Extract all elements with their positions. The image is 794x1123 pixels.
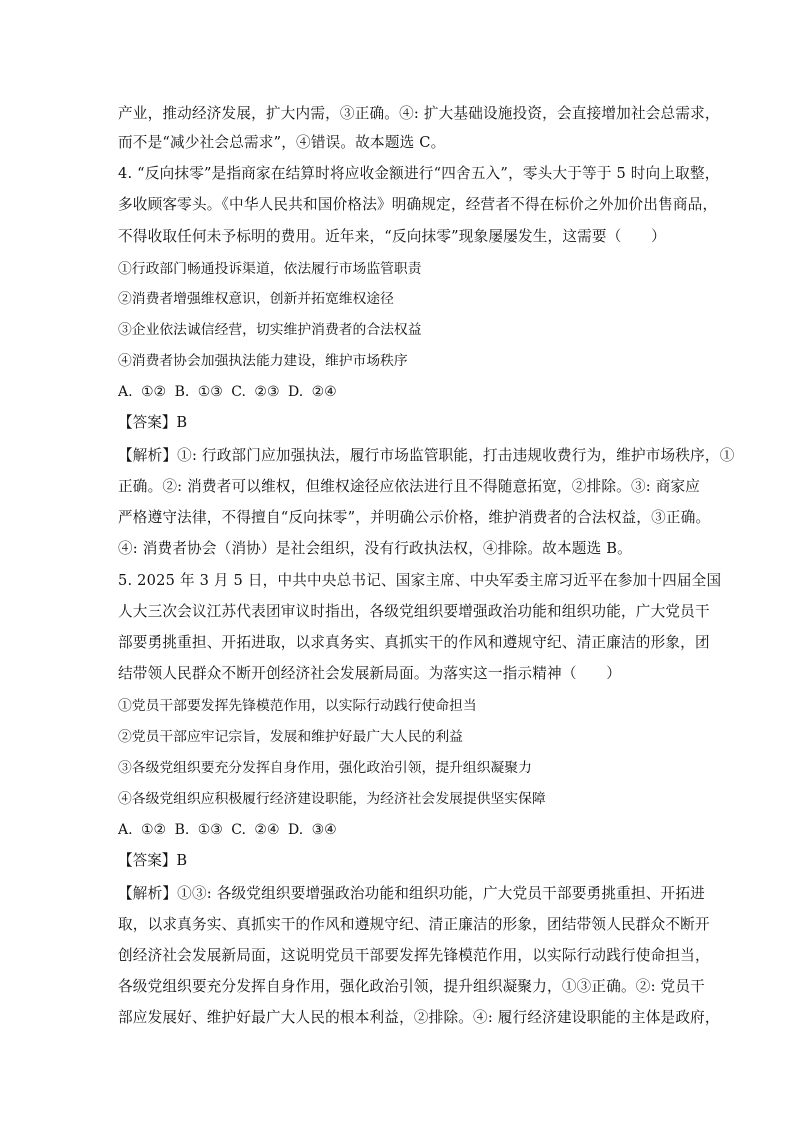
- explanation: 取，以求真务实、真抓实干的作风和遵规守纪、清正廉洁的形象，团结带领人民群众不断开: [118, 916, 710, 933]
- answer-label: 【答案】B: [118, 852, 188, 869]
- answer-choices: A. ①② B. ①③ C. ②④ D. ③④: [118, 822, 337, 838]
- option-2: ②消费者增强维权意识，创新并拓宽维权途径: [118, 291, 394, 307]
- question-5-stem: 结带领人民群众不断开创经济社会发展新局面。为落实这一指示精神（ ）: [118, 665, 621, 682]
- text-line: 产业，推动经济发展，扩大内需，③正确。④: 扩大基础设施投资，会直接增加社会总需求，: [118, 105, 720, 122]
- explanation: 各级党组织要充分发挥自身作用，强化政治引领，提升组织凝聚力，①③正确。②: 党员干: [118, 978, 705, 995]
- answer-label: 【答案】B: [118, 414, 188, 431]
- explanation: ④: 消费者协会（消协）是社会组织，没有行政执法权，④排除。故本题选 B。: [118, 540, 632, 557]
- explanation: 【解析】①: 行政部门应加强执法，履行市场监管职能，打击违规收费行为，维护市场秩序，①: [118, 447, 735, 464]
- question-5-stem: 5. 2025 年 3 月 5 日，中共中央总书记、国家主席、中央军委主席习近平在参加十四届全国: [118, 572, 722, 589]
- explanation: 严格遵守法律，不得擅自“反向抹零”，并明确公示价格，维护消费者的合法权益，③正确。: [118, 509, 711, 526]
- option-2: ②党员干部应牢记宗旨，发展和维护好最广大人民的利益: [118, 729, 463, 745]
- explanation: 【解析】①③: 各级党组织要增强政治功能和组织功能，广大党员干部要勇挑重担、开拓进: [118, 885, 705, 902]
- option-3: ③企业依法诚信经营，切实维护消费者的合法权益: [118, 322, 422, 338]
- question-4-stem: 4. “反向抹零”是指商家在结算时将应收金额进行“四舍五入”，零头大于等于 5 时向上取整，: [118, 165, 720, 182]
- question-5-stem: 人大三次会议江苏代表团审议时指出，各级党组织要增强政治功能和组织功能，广大党员干: [118, 603, 710, 620]
- option-3: ③各级党组织要充分发挥自身作用，强化政治引领，提升组织凝聚力: [118, 760, 532, 776]
- option-1: ①行政部门畅通投诉渠道，依法履行市场监管职责: [118, 261, 422, 277]
- question-5-stem: 部要勇挑重担、开拓进取，以求真务实、真抓实干的作风和遵规守纪、清正廉洁的形象，团: [118, 634, 710, 651]
- question-4-stem: 多收顾客零头。《中华人民共和国价格法》明确规定，经营者不得在标价之外加价出售商品，: [118, 196, 718, 213]
- explanation: 部应发展好、维护好最广大人民的根本利益，②排除。④: 履行经济建设职能的主体是政府，: [118, 1009, 720, 1026]
- option-4: ④消费者协会加强执法能力建设，维护市场秩序: [118, 353, 408, 369]
- option-1: ①党员干部要发挥先锋模范作用，以实际行动践行使命担当: [118, 698, 477, 714]
- text-line: 而不是“减少社会总需求”，④错误。故本题选 C。: [118, 134, 446, 151]
- explanation: 创经济社会发展新局面，这说明党员干部要发挥先锋模范作用，以实际行动践行使命担当，: [118, 947, 710, 964]
- answer-choices: A. ①② B. ①③ C. ②③ D. ②④: [118, 384, 337, 400]
- explanation: 正确。②: 消费者可以维权，但维权途径应依法进行且不得随意拓宽，②排除。③: 商家应: [118, 478, 701, 495]
- question-4-stem: 不得收取任何未予标明的费用。近年来，“反向抹零”现象屡屡发生，这需要（ ）: [118, 228, 666, 245]
- option-4: ④各级党组织应积极履行经济建设职能，为经济社会发展提供坚实保障: [118, 791, 546, 807]
